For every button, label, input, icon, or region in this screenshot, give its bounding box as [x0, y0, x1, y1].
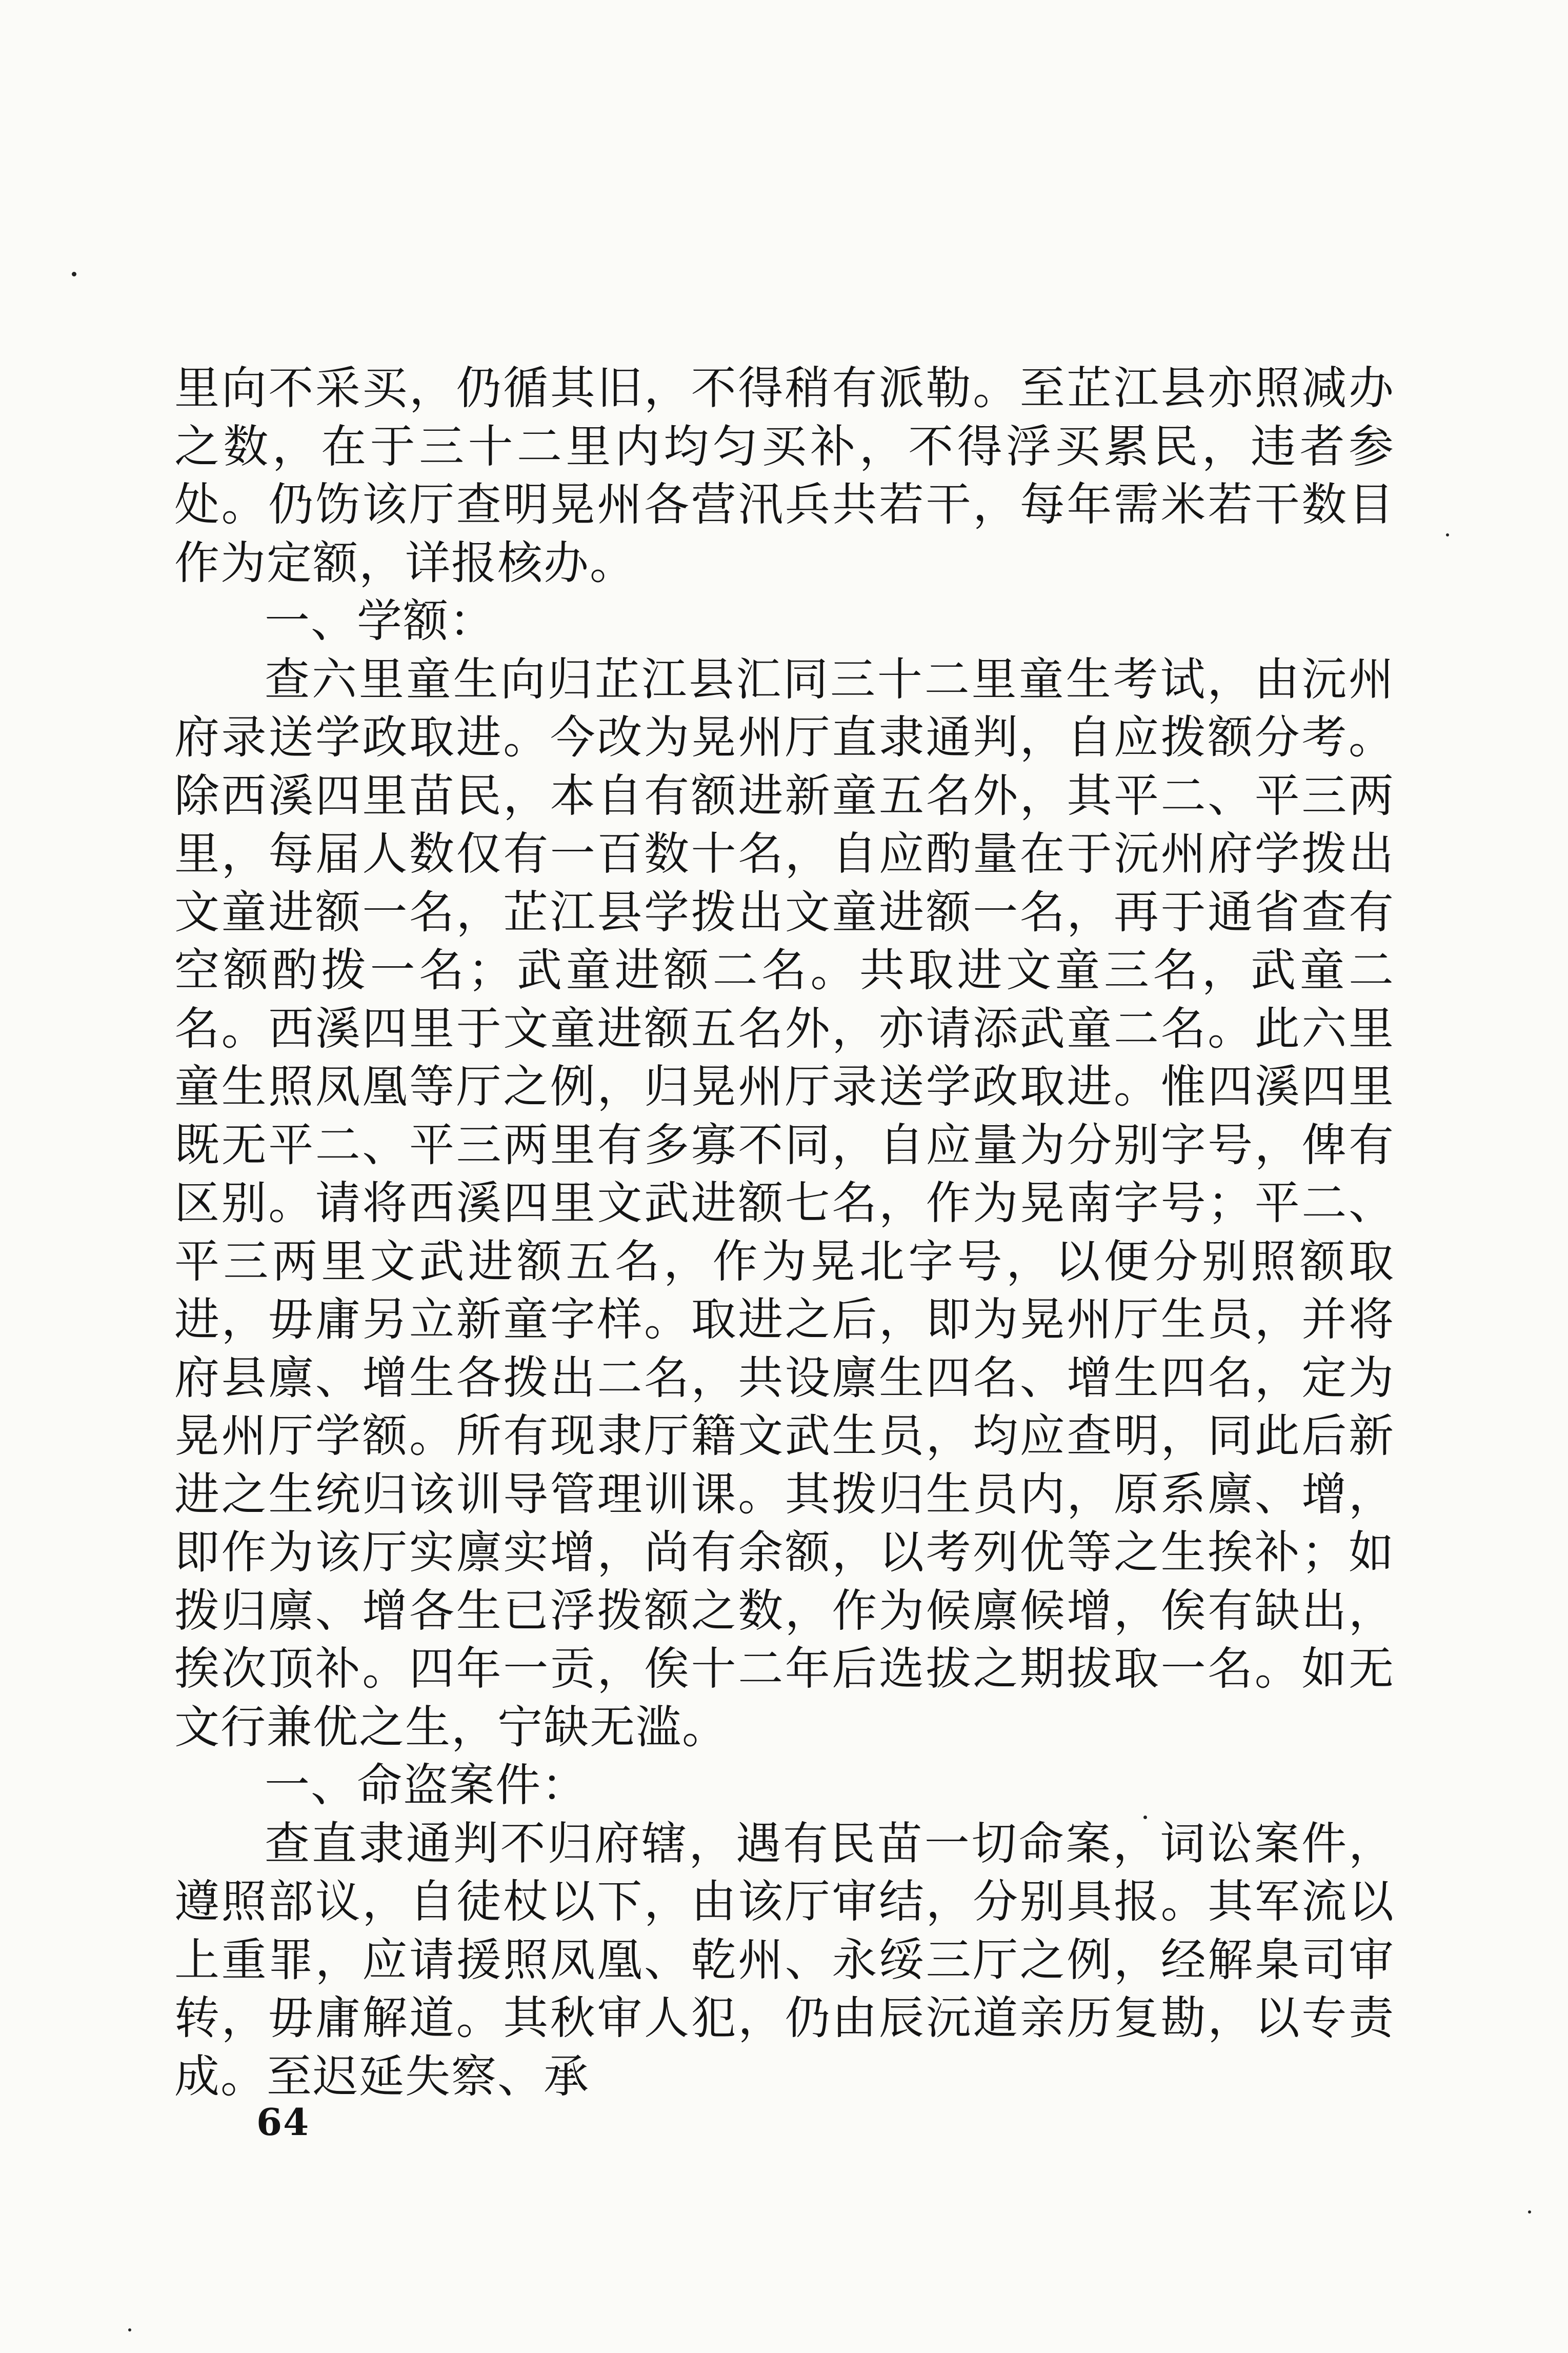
section-heading-cases: 一、命盗案件：	[265, 1759, 588, 1811]
page-number: 64	[256, 2100, 310, 2144]
scan-speck	[1446, 533, 1449, 536]
cases-paragraph: 查直隶通判不归府辖，遇有民苗一切命案，词讼案件，遵照部议，自徒杖以下，由该厅审结，分别具报。其军流以上重罪，应请援照凤凰、乾州、永绥三厅之例，经解臬司审转，毋庸解道。其秋审人犯，仍由辰沅道亲历复勘，以专责成。至迟延失察、承	[174, 1817, 1395, 2103]
continuation-paragraph: 里向不采买，仍循其旧，不得稍有派勒。至芷江县亦照减办之数，在于三十二里内均匀买补，不得浮买累民，违者参处。仍饬该厅查明晃州各营汛兵共若干，每年需米若干数目作为定额，详报核办。	[174, 362, 1395, 589]
section-heading-quota: 一、学额：	[265, 594, 496, 647]
scan-speck	[128, 2328, 131, 2331]
scan-speck	[72, 272, 76, 276]
scan-speck	[1528, 2210, 1531, 2214]
quota-paragraph: 查六里童生向归芷江县汇同三十二里童生考试，由沅州府录送学政取进。今改为晃州厅直隶通判，自应拨额分考。除西溪四里苗民，本自有额进新童五名外，其平二、平三两里，每届人数仅有一百数十名，自应酌量在于沅州府学拨出文童进额一名，芷江县学拨出文童进额一名，再于通省查有空额酌拨一名；武童进额二名。共取进文童三名，武童二名。西溪四里于文童进额五名外，亦请添武童二名。此六里童生照凤凰等厅之例，归晃州厅录送学政取进。惟四溪四里既无平二、平三两里有多寡不同，自应量为分别字号，俾有区别。请将西溪四里文武进额七名，作为晃南字号；平二、平三两里文武进额五名，作为晃北字号，以便分别照额取进，毋庸另立新童字样。取进之后，即为晃州厅生员，并将府县廪、增生各拨出二名，共设廪生四名、增生四名，定为晃州厅学额。所有现隶厅籍文武生员，均应查明，同此后新进之生统归该训导管理训课。其拨归生员内，原系廪、增，即作为该厅实廪实增，尚有余额，以考列优等之生挨补；如拨归廪、增各生已浮拨额之数，作为候廪候增，俟有缺出，挨次顶补。四年一贡，俟十二年后选拔之期拔取一名。如无文行兼优之生，宁缺无滥。	[174, 652, 1395, 1753]
body-text	[174, 359, 1395, 2105]
